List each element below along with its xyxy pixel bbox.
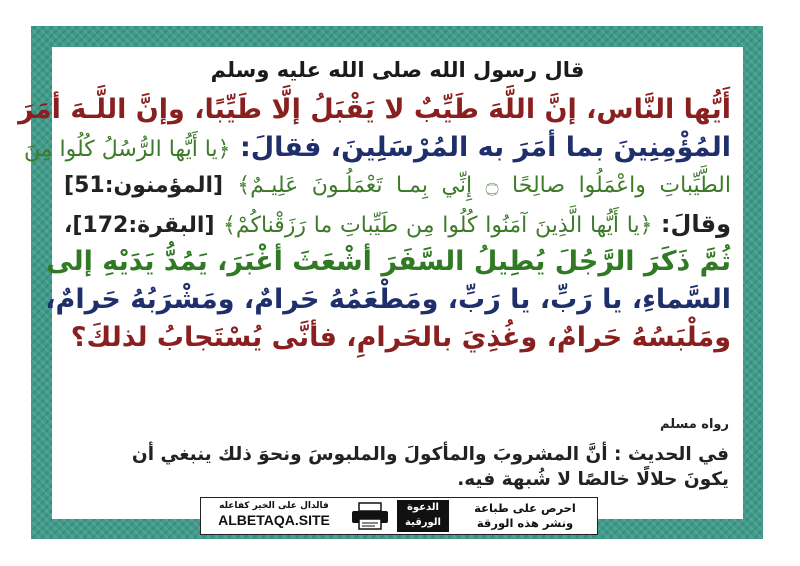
footer-banner bbox=[200, 497, 598, 535]
hadith-line-1: أَيُّها النَّاس، إنَّ اللَّهَ طَيِّبٌ لا يَقْبَلُ إلَّا طَيِّبًا، وإنَّ اللَّـهَ أمَرَ bbox=[18, 94, 731, 125]
hadith-line-2-text: المُؤْمِنِينَ بما أمَرَ به المُرْسَلِينَ، فقالَ: bbox=[239, 132, 731, 163]
hadith-source: رواه مسلم bbox=[660, 417, 729, 432]
share-line-2: ونشر هذه الورقة bbox=[476, 516, 574, 530]
explanation-line-1: في الحديث : أنَّ المشروبَ والمأكولَ والملبوسَ ونحوَ ذلك ينبغي أن bbox=[131, 444, 729, 465]
verse-reference-1: [المؤمنون:51] bbox=[64, 173, 224, 198]
quran-verse-2: ﴿يا أَيُّها الَّذِينَ آمَنُوا كُلُوا مِن طَيِّباتِ ما رَزَقْناكُمْ﴾ bbox=[222, 213, 653, 238]
quran-verse-1-end: الطَّيِّباتِ واعْمَلُوا صالِحًا ۝ إِنِّي بِمـا تَعْمَلُـونَ عَلِيـمٌ﴾ bbox=[237, 173, 731, 198]
verse-reference-2: [البقرة:172]، bbox=[64, 213, 215, 238]
hadith-line-7: ومَلْبَسُهُ حَرامٌ، وغُذِيَ بالحَرامِ، فأنَّى يُسْتَجابُ لذلكَ؟ bbox=[70, 322, 731, 353]
hadith-text bbox=[18, 91, 731, 357]
hadith-line-6: السَّماءِ، يا رَبِّ، يا رَبِّ، ومَطْعَمُهُ حَرامٌ، ومَشْرَبُهُ حَرامٌ، bbox=[45, 284, 731, 315]
site-tagline: فالدال على الخير كفاعله bbox=[219, 501, 329, 511]
hadith-line-3 bbox=[64, 167, 731, 205]
paper-dawah-logo bbox=[397, 500, 449, 532]
hadith-line-2 bbox=[23, 129, 731, 167]
hadith-explanation bbox=[92, 442, 729, 492]
printer-icon bbox=[349, 502, 391, 530]
card-title: قال رسول الله صلى الله عليه وسلم bbox=[210, 58, 585, 82]
hadith-line-4 bbox=[64, 205, 731, 243]
quran-verse-1-start: ﴿يا أَيُّها الرُّسُلُ كُلُوا مِنَ bbox=[23, 137, 231, 162]
wa-qala-label: وقالَ: bbox=[660, 210, 731, 238]
logo-line-2: الورقية bbox=[405, 517, 441, 528]
share-message bbox=[459, 501, 591, 531]
site-link[interactable]: ALBETAQA.SITE bbox=[218, 512, 330, 528]
logo-line-1: الدعوة bbox=[407, 502, 439, 513]
share-line-1: احرص على طباعة bbox=[474, 501, 576, 515]
hadith-line-5: ثُمَّ ذَكَرَ الرَّجُلَ يُطِيلُ السَّفَرَ أشْعَثَ أغْبَرَ، يَمُدُّ يَدَيْهِ إلى bbox=[46, 246, 731, 277]
site-info bbox=[205, 501, 343, 529]
hadith-card bbox=[18, 47, 743, 519]
explanation-line-2: يكونَ حلالًا خالصًا لا شُبهة فيه. bbox=[457, 469, 729, 490]
